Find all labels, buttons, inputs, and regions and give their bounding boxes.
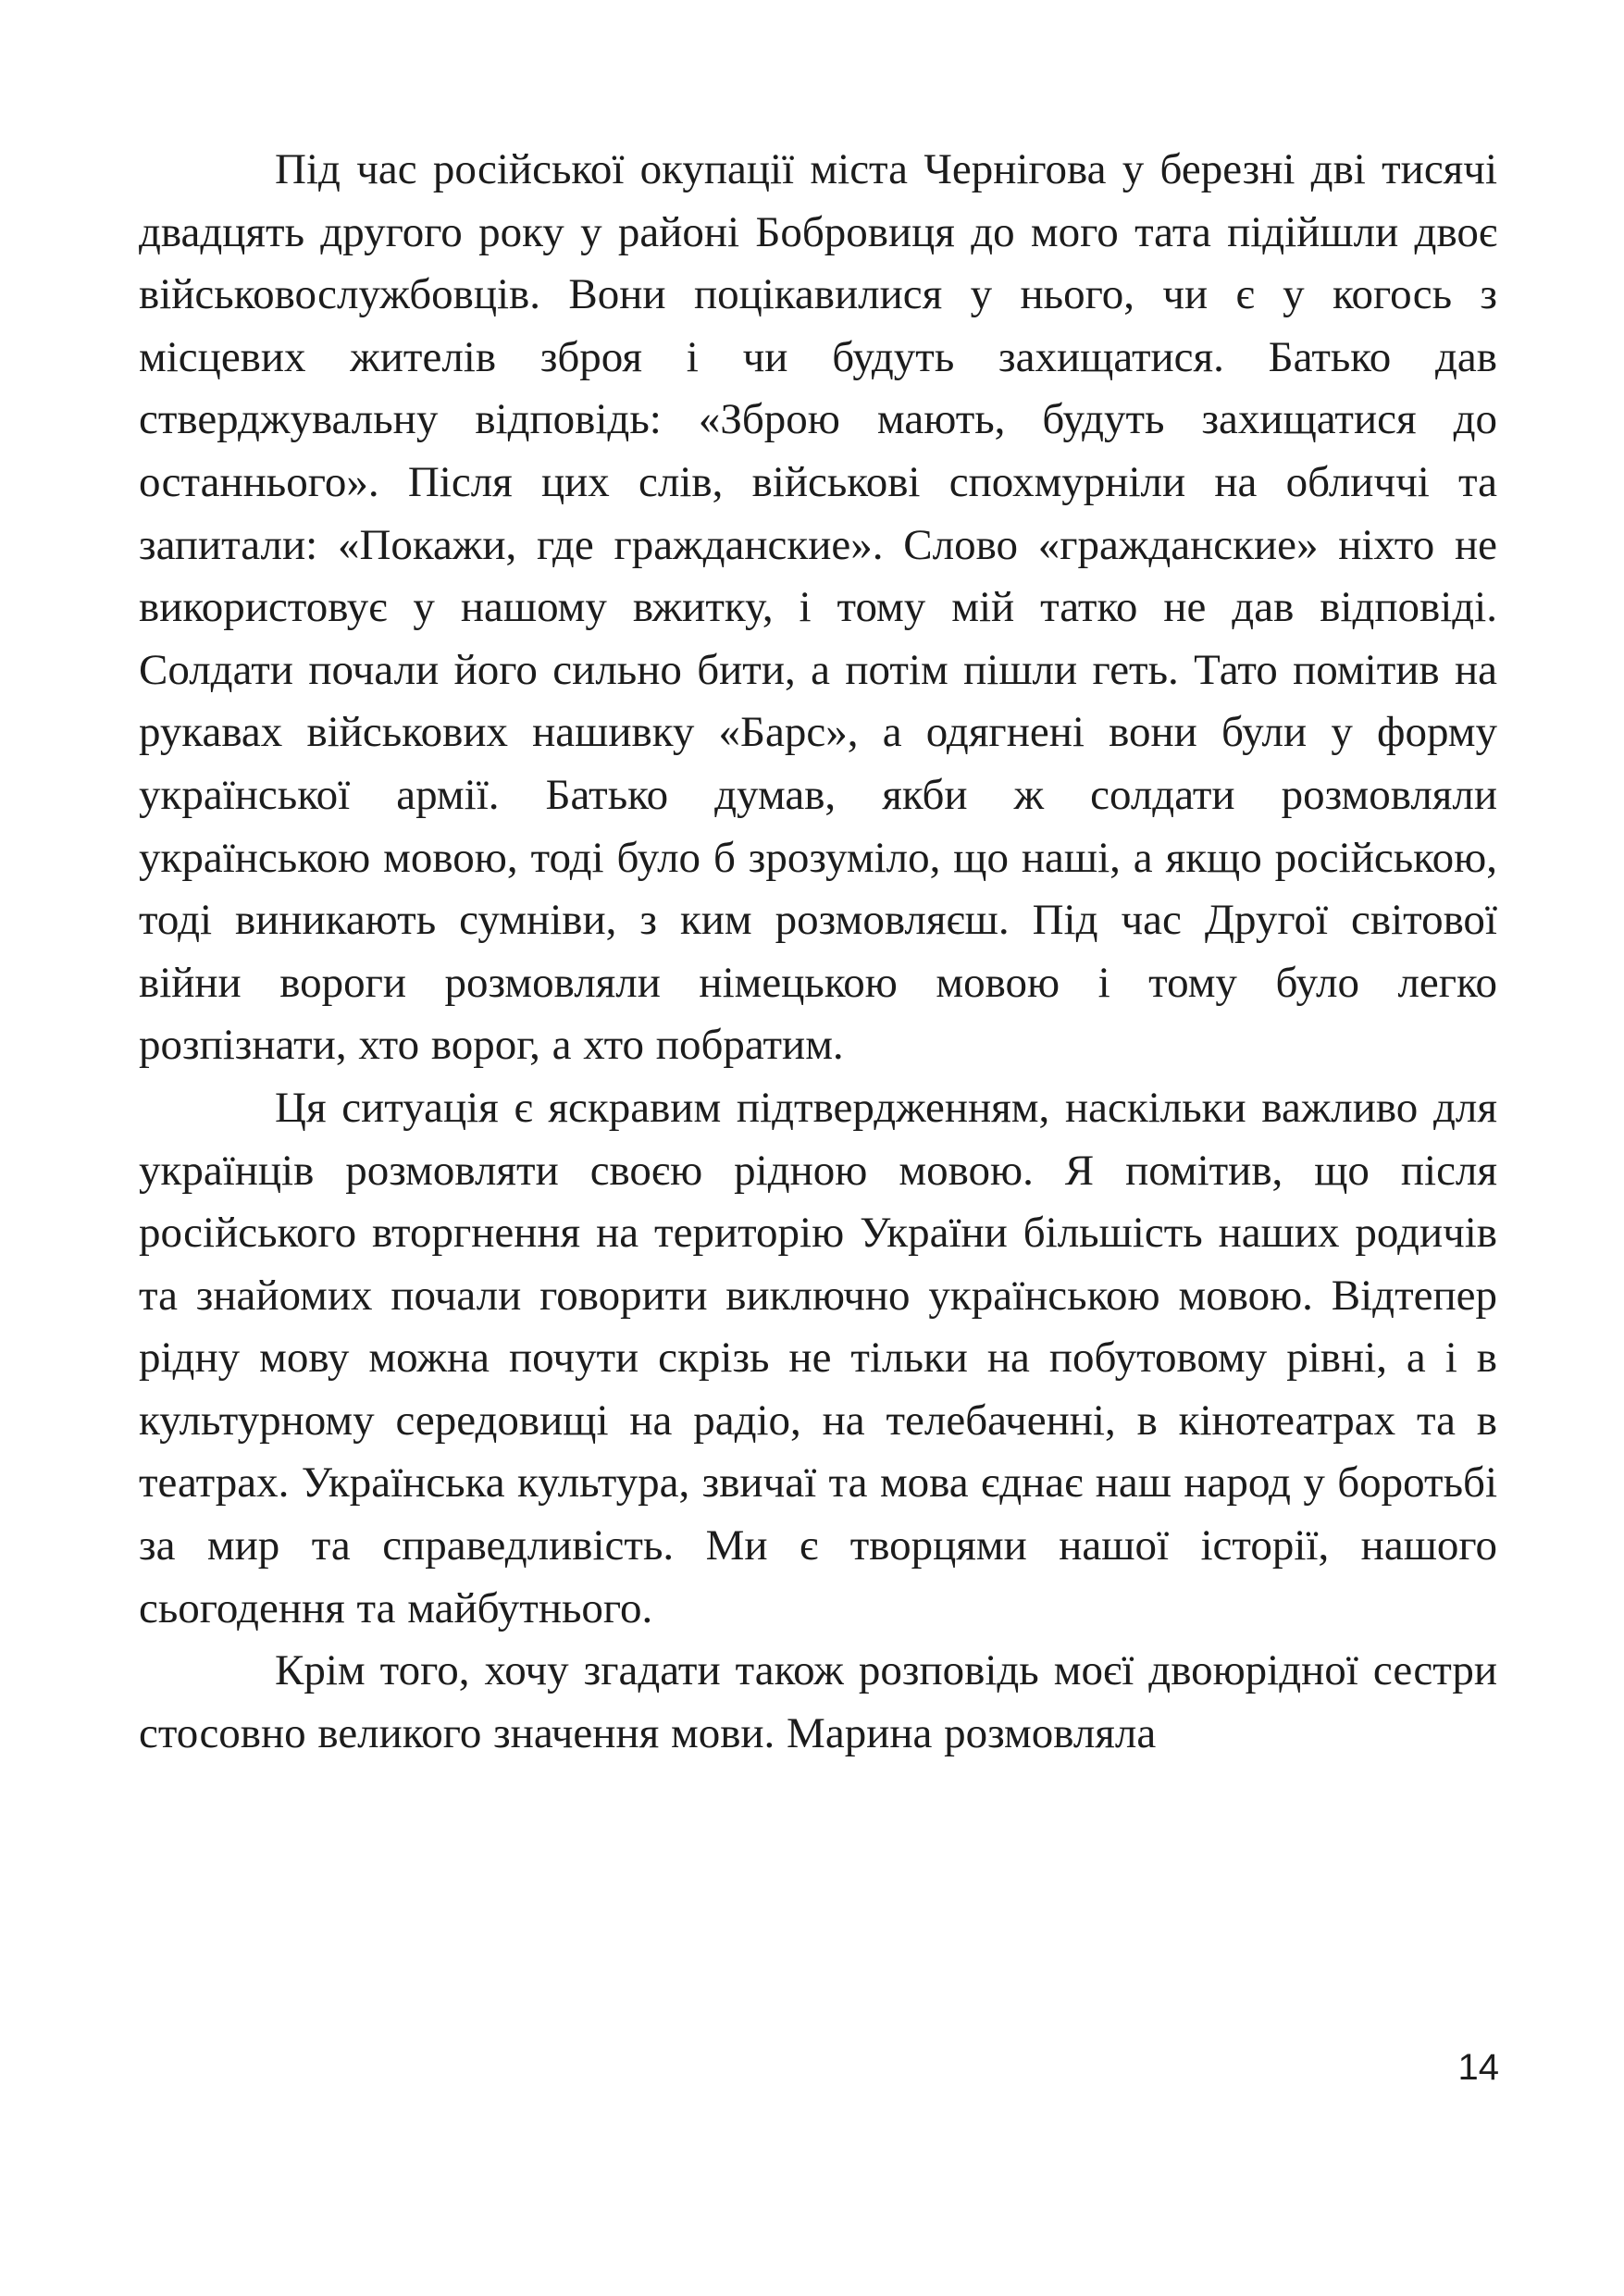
paragraph-1: Під час російської окупації міста Чернігова у березні дві тисячі двадцять другого року у районі Бобровиця до мого тата підійшли двоє військовослужбовців. Вони поцікавилися у нього, чи є у когось з місцевих жителів зброя і чи будуть захищатися. Батько дав стверджувальну відповідь: «Зброю мають, будуть захищатися до останнього». Після цих слів, військові спохмурніли на обличчі та запитали: «Покажи, где гражданские». Слово «гражданские» ніхто не використовує у нашому вжитку, і тому мій татко не дав відповіді. Солдати почали його сильно бити, а потім пішли геть. Тато помітив на рукавах військових нашивку «Барс», а одягнені вони були у форму української армії. Батько думав, якби ж солдати розмовляли українською мовою, тоді було б зрозуміло, що наші, а якщо російською, тоді виникають сумніви, з ким розмовляєш. Під час Другої світової війни вороги розмовляли німецькою мовою і тому було легко розпізнати, хто ворог, а хто побратим. xyxy=(139,145,1497,1070)
body-text xyxy=(139,139,1497,1765)
page-number: 14 xyxy=(1457,2047,1499,2088)
paragraph-2: Ця ситуація є яскравим підтвердженням, наскільки важливо для українців розмовляти своєю рідною мовою. Я помітив, що після російського вторгнення на територію України більшість наших родичів та знайомих почали говорити виключно українською мовою. Відтепер рідну мову можна почути скрізь не тільки на побутовому рівні, а і в культурному середовищі на радіо, на телебаченні, в кінотеатрах та в театрах. Українська культура, звичаї та мова єднає наш народ у боротьбі за мир та справедливість. Ми є творцями нашої історії, нашого сьогодення та майбутнього. xyxy=(139,1083,1497,1632)
paragraph-3: Крім того, хочу згадати також розповідь моєї двоюрідної сестри стосовно великого значення мови. Марина розмовляла xyxy=(139,1646,1497,1757)
